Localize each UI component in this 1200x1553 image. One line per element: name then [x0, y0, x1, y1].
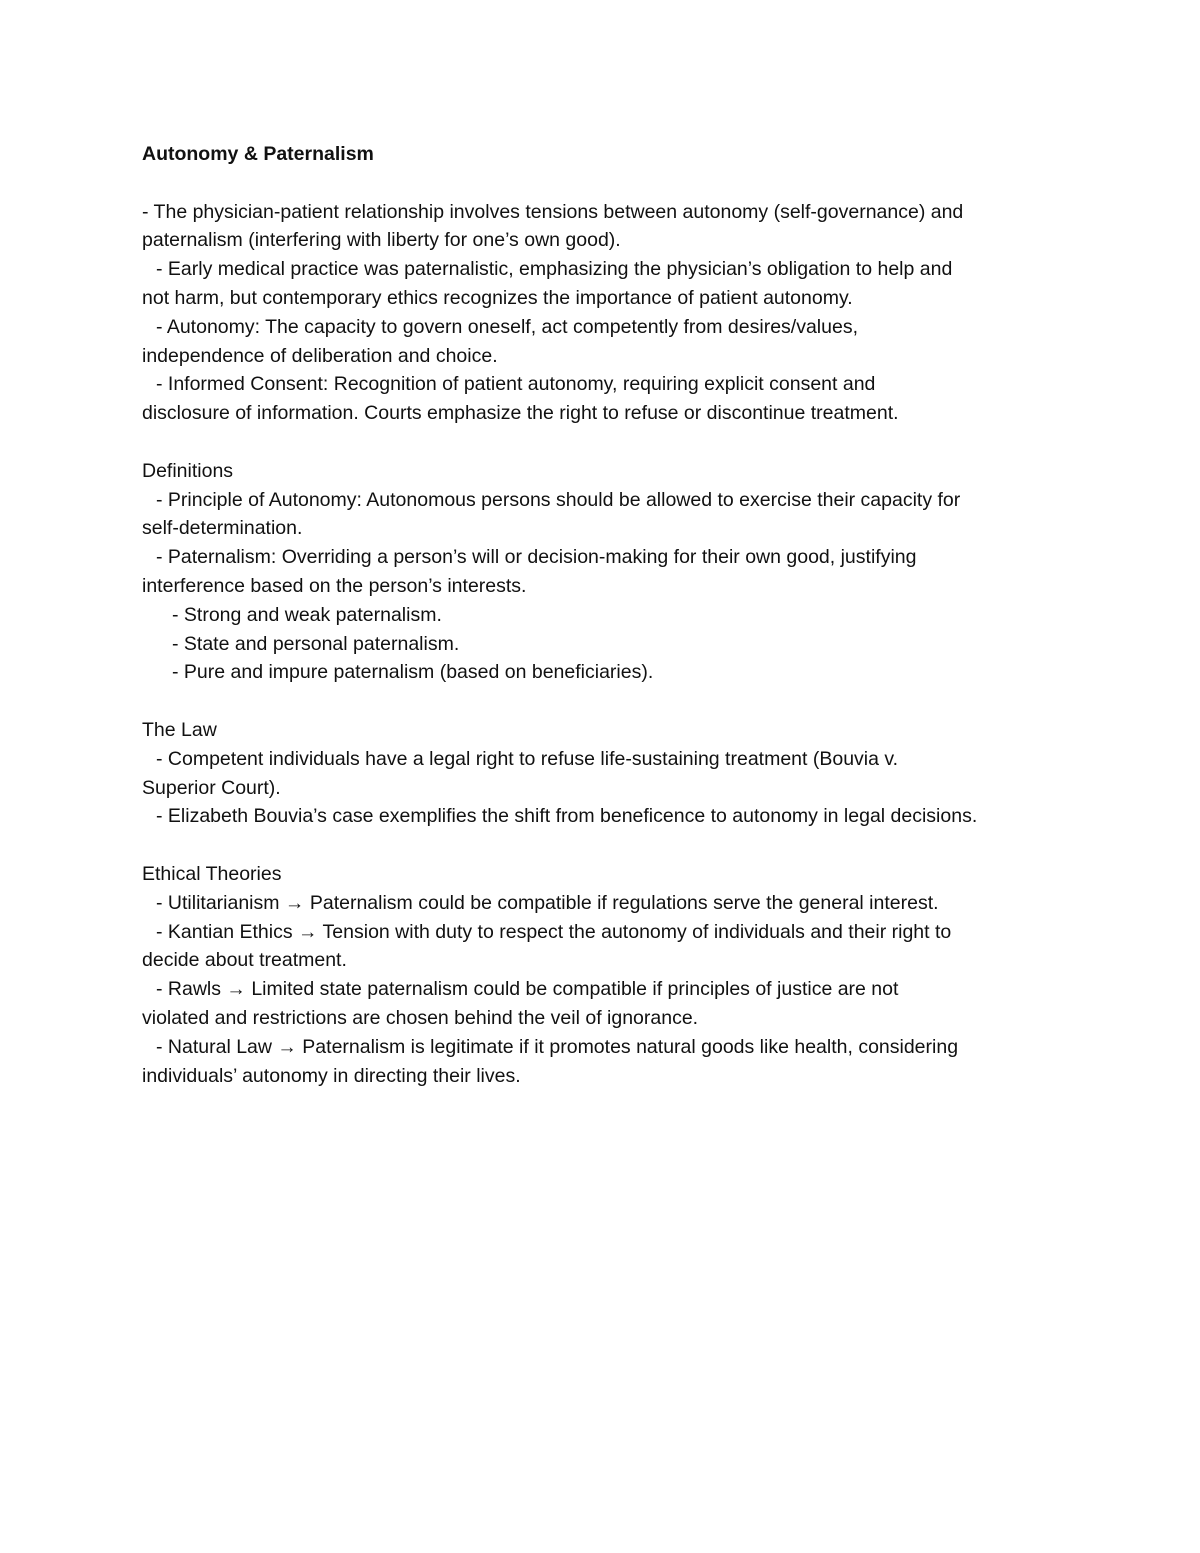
intro-line: - Early medical practice was paternalistic, emphasizing the physician’s obligation to help and	[156, 258, 953, 281]
ethics-line: individuals’ autonomy in directing their lives.	[142, 1064, 521, 1087]
ethics-line: decide about treatment.	[142, 949, 347, 972]
definitions-subitem: - State and personal paternalism.	[172, 632, 460, 655]
document-body	[142, 140, 1072, 1090]
definitions-subitem: - Strong and weak paternalism.	[172, 603, 442, 626]
ethics-section	[142, 860, 1072, 1090]
intro-section	[142, 198, 1072, 428]
law-line: - Competent individuals have a legal right to refuse life-sustaining treatment (Bouvia v.	[156, 747, 899, 770]
definitions-line: self-determination.	[142, 517, 303, 540]
ethics-line: violated and restrictions are chosen behind the veil of ignorance.	[142, 1006, 699, 1029]
ethics-heading: Ethical Theories	[142, 862, 282, 885]
intro-line: - The physician-patient relationship involves tensions between autonomy (self-governance) and	[142, 200, 964, 223]
intro-line: disclosure of information. Courts emphasize the right to refuse or discontinue treatment.	[142, 402, 899, 425]
law-line: - Elizabeth Bouvia’s case exemplifies the shift from beneficence to autonomy in legal decisions.	[156, 805, 978, 828]
law-section	[142, 716, 1072, 831]
section-gap	[142, 687, 1072, 716]
definitions-section	[142, 457, 1072, 687]
law-line: Superior Court).	[142, 776, 281, 799]
intro-line: paternalism (interfering with liberty for one’s own good).	[142, 229, 621, 252]
section-gap	[142, 428, 1072, 457]
definitions-line: interference based on the person’s interests.	[142, 574, 527, 597]
ethics-line: - Natural Law → Paternalism is legitimate if it promotes natural goods like health, considering	[156, 1035, 959, 1058]
intro-line: not harm, but contemporary ethics recognizes the importance of patient autonomy.	[142, 286, 853, 309]
definitions-heading: Definitions	[142, 459, 234, 482]
definitions-line: - Paternalism: Overriding a person’s will or decision-making for their own good, justifying	[156, 546, 917, 569]
section-gap	[142, 831, 1072, 860]
ethics-line: - Kantian Ethics → Tension with duty to respect the autonomy of individuals and their right to	[156, 920, 952, 943]
law-heading: The Law	[142, 718, 217, 741]
definitions-line: - Principle of Autonomy: Autonomous persons should be allowed to exercise their capacity for	[156, 488, 961, 511]
ethics-line: - Rawls → Limited state paternalism could be compatible if principles of justice are not	[156, 978, 899, 1001]
intro-line: independence of deliberation and choice.	[142, 344, 498, 367]
definitions-subitem: - Pure and impure paternalism (based on beneficiaries).	[172, 661, 654, 684]
intro-line: - Informed Consent: Recognition of patient autonomy, requiring explicit consent and	[156, 373, 876, 396]
document-title: Autonomy & Paternalism	[142, 143, 374, 165]
intro-line: - Autonomy: The capacity to govern oneself, act competently from desires/values,	[156, 315, 858, 338]
ethics-line: - Utilitarianism → Paternalism could be compatible if regulations serve the general interest.	[156, 891, 939, 914]
